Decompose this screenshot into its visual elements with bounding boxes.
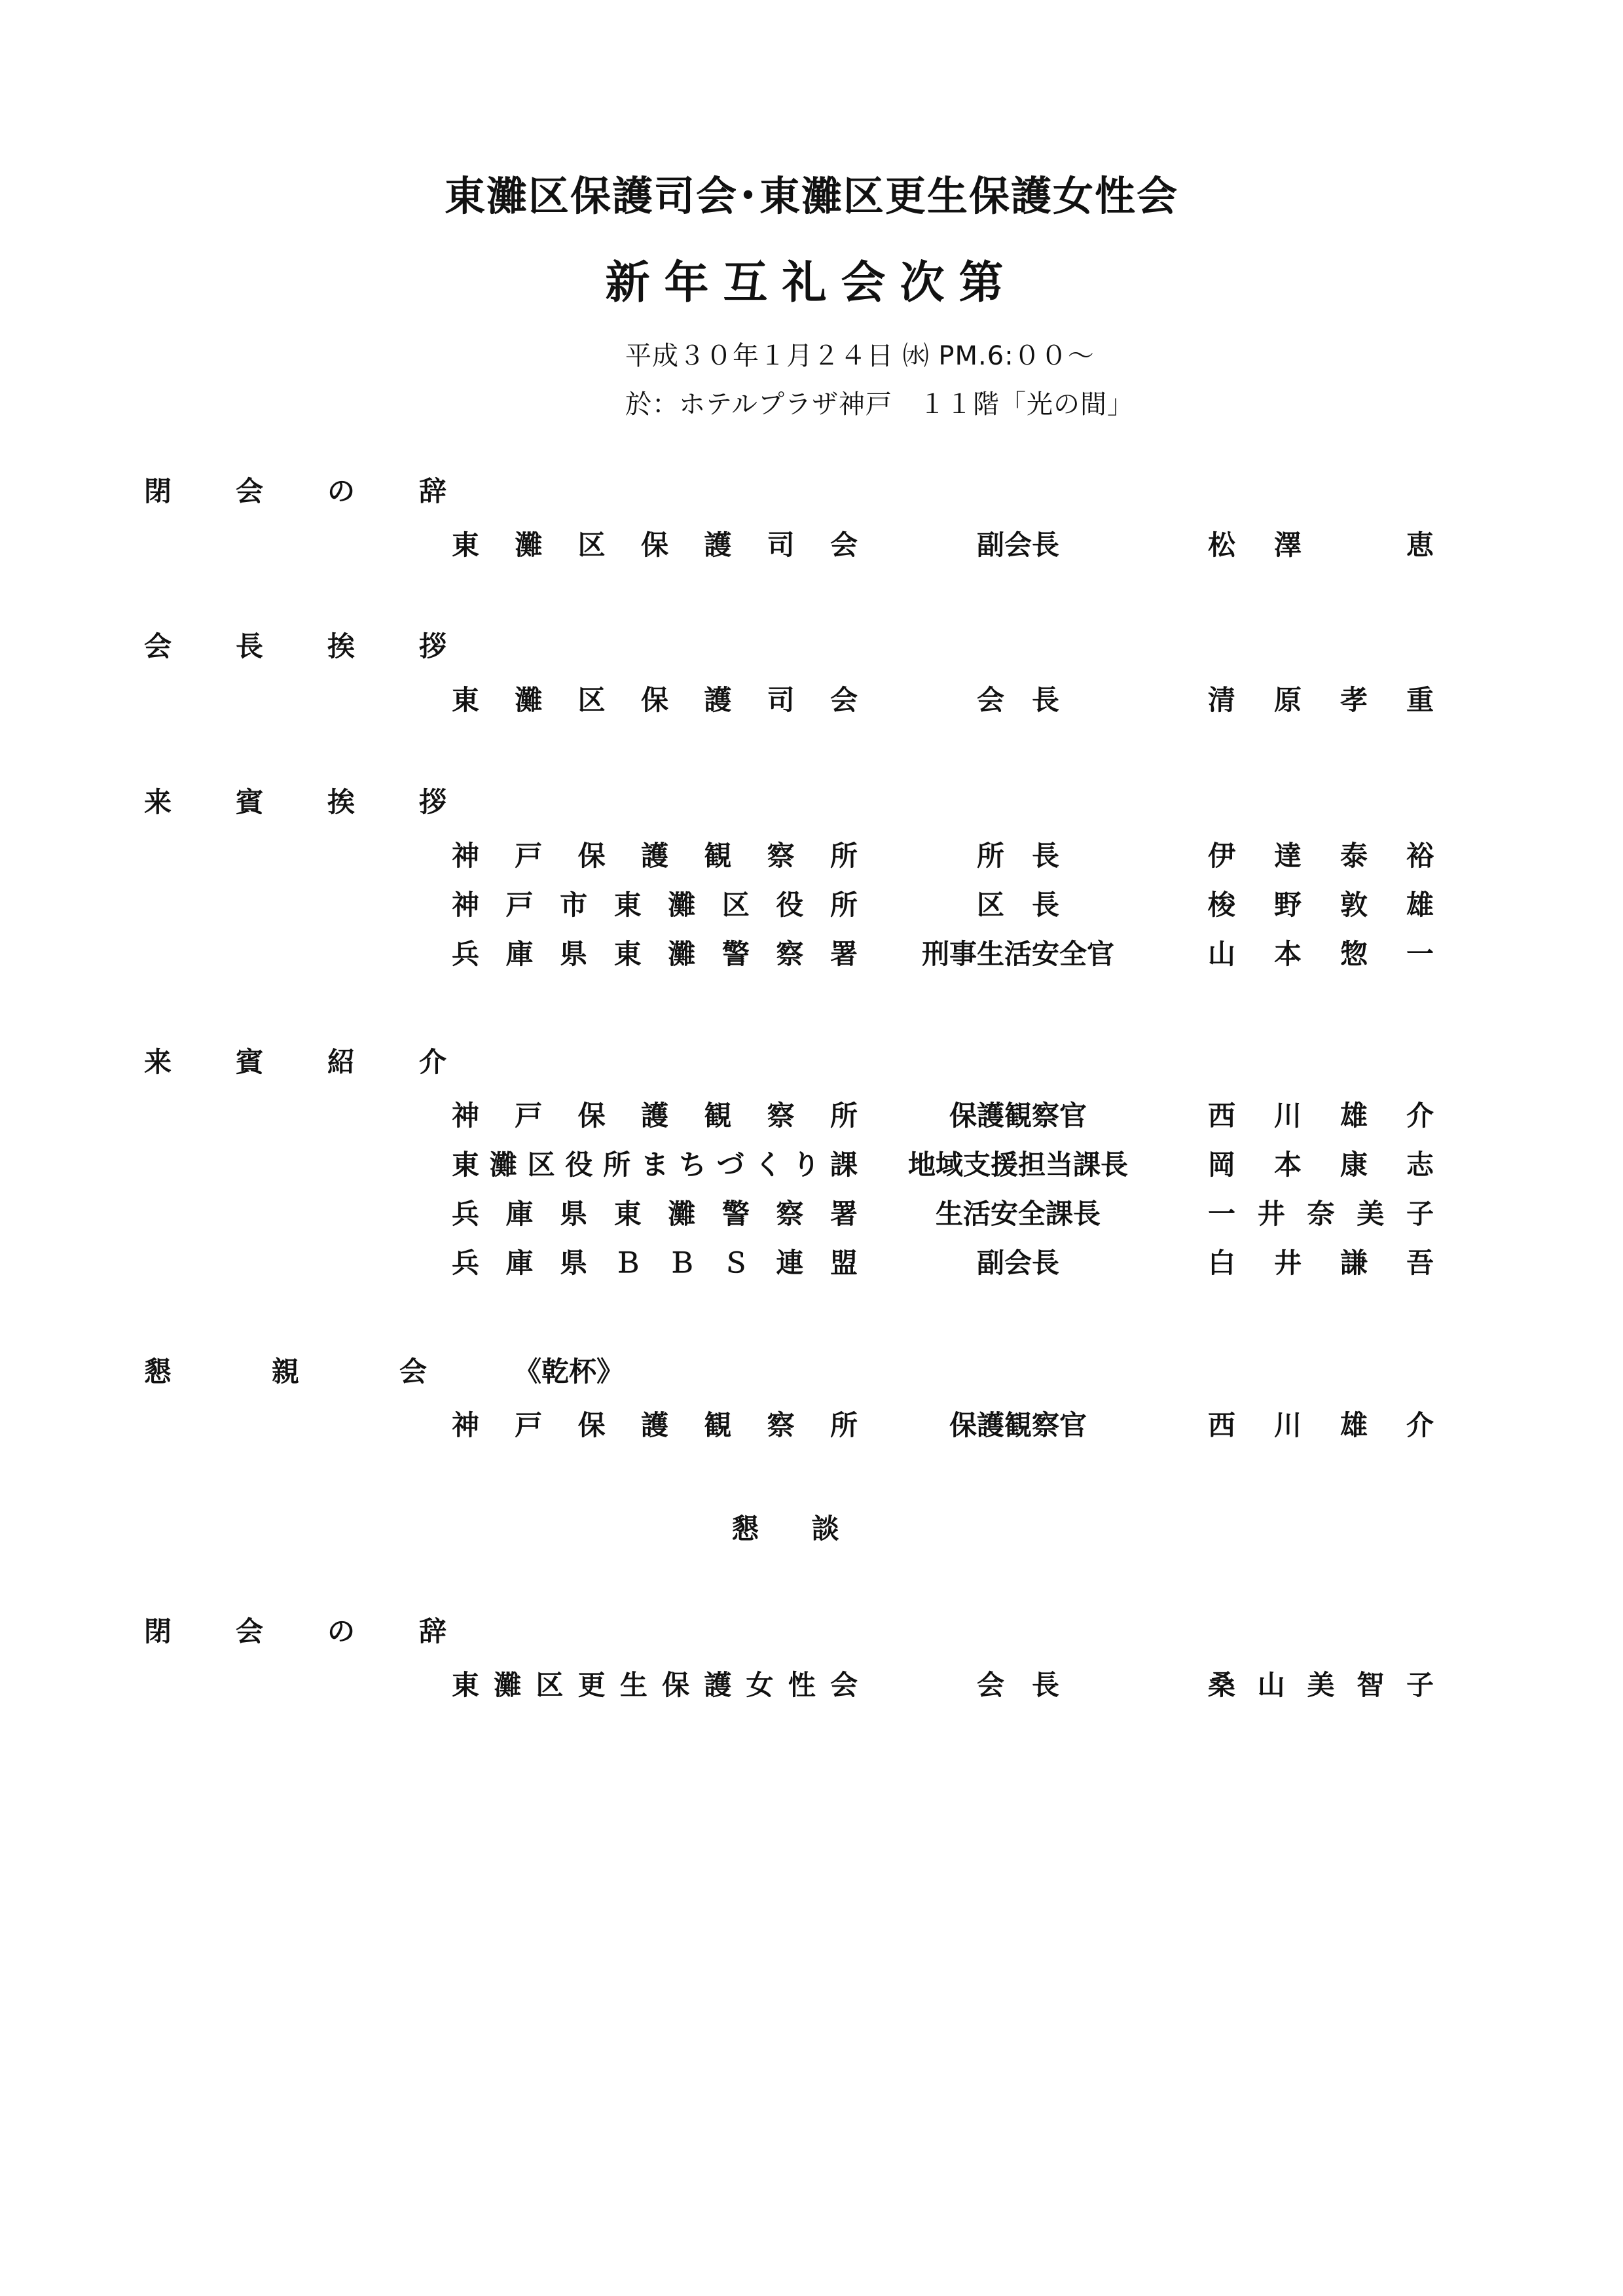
person-name-char: 桑 xyxy=(1208,1669,1236,1701)
section-heading-char: 会 xyxy=(236,1615,264,1647)
section-heading-char: 賓 xyxy=(236,1046,264,1078)
role-title: 生活安全課長 xyxy=(935,1198,1101,1230)
organization-name: 東 灘 区 更 生 保 護 女 性 会 xyxy=(452,1669,858,1701)
person-name-char: 康 xyxy=(1340,1149,1368,1181)
person-name-char: 敦 xyxy=(1340,889,1368,921)
section-heading xyxy=(144,1610,511,1649)
person-name-char: 達 xyxy=(1273,840,1302,872)
section-heading-char: 閉 xyxy=(144,1615,172,1647)
program-row xyxy=(0,1242,1623,1278)
section-heading-char: 来 xyxy=(144,786,172,818)
person-name xyxy=(1208,884,1434,923)
person-name xyxy=(1208,834,1434,874)
role-title: 所 長 xyxy=(976,840,1059,872)
event-venue: 於：ホテルプラザ神戸 １１階「光の間」 xyxy=(625,389,1134,420)
organization-name: 神 戸 市 東 灘 区 役 所 xyxy=(452,889,858,921)
section-heading-char: 挨 xyxy=(327,630,356,662)
person-name xyxy=(1208,679,1434,718)
person-name-char: 智 xyxy=(1357,1669,1385,1701)
program-row xyxy=(0,1143,1623,1180)
section-heading-char: 来 xyxy=(144,1046,172,1078)
person-name-char: 西 xyxy=(1208,1100,1236,1132)
person-name-char: 志 xyxy=(1406,1149,1434,1181)
section-heading-char: 会 xyxy=(399,1355,428,1388)
section-heading-note: 《乾杯》 xyxy=(514,1355,625,1388)
person-name-char: 惣 xyxy=(1340,938,1368,970)
section-heading xyxy=(144,625,511,664)
person-name-char: 介 xyxy=(1406,1100,1434,1132)
section-center-text: 懇談 xyxy=(731,1513,892,1545)
person-name-char: 山 xyxy=(1208,938,1236,970)
person-name-char: 川 xyxy=(1273,1409,1302,1441)
person-name-char: 松 xyxy=(1208,529,1236,561)
person-name-char: 孝 xyxy=(1340,684,1368,716)
organization-name: 兵 庫 県 東 灘 警 察 署 xyxy=(452,938,858,970)
person-name-char: 梭 xyxy=(1208,889,1236,921)
organization-name: 東 灘 区 保 護 司 会 xyxy=(452,684,858,716)
person-name-char: 澤 xyxy=(1273,529,1302,561)
section-heading-char: 拶 xyxy=(419,786,447,818)
person-name xyxy=(1208,1242,1434,1281)
person-name-char: 謙 xyxy=(1340,1247,1368,1279)
program-row xyxy=(0,834,1623,871)
role-title: 会 長 xyxy=(976,1669,1059,1701)
event-date: 平成３０年１月２４日 ㈬ PM.6:００～ xyxy=(625,341,1095,371)
role-title: 保護観察官 xyxy=(949,1100,1087,1132)
person-name-char: 山 xyxy=(1257,1669,1285,1701)
program-row xyxy=(0,524,1623,560)
role-title: 副会長 xyxy=(976,1247,1059,1279)
section-heading xyxy=(144,1041,511,1080)
person-name-char: 泰 xyxy=(1340,840,1368,872)
section-heading-char: 会 xyxy=(144,630,172,662)
person-name-char: 西 xyxy=(1208,1409,1236,1441)
person-name-char: 井 xyxy=(1257,1198,1285,1230)
person-name-char: 吾 xyxy=(1406,1247,1434,1279)
organization-name: 神 戸 保 護 観 察 所 xyxy=(452,1100,858,1132)
person-name-char: 子 xyxy=(1406,1198,1434,1230)
person-name-char: 子 xyxy=(1406,1669,1434,1701)
section-heading-char: 挨 xyxy=(327,786,356,818)
person-name xyxy=(1208,524,1434,563)
section-heading xyxy=(144,781,511,820)
program-row xyxy=(0,933,1623,969)
section-heading-char: 会 xyxy=(236,475,264,507)
person-name-char: 清 xyxy=(1208,684,1236,716)
organization-name: 神 戸 保 護 観 察 所 xyxy=(452,840,858,872)
person-name-char: 裕 xyxy=(1406,840,1434,872)
section-heading-char: 辞 xyxy=(419,1615,447,1647)
organization-name: 東 灘 区 役 所 ま ち づ く り 課 xyxy=(452,1149,858,1181)
program-row xyxy=(0,679,1623,715)
role-title: 区 長 xyxy=(976,889,1059,921)
section-heading-char: 親 xyxy=(272,1355,300,1388)
person-name-char: 美 xyxy=(1307,1669,1335,1701)
role-title: 地域支援担当課長 xyxy=(907,1149,1128,1181)
section-heading-char: 拶 xyxy=(419,630,447,662)
section-heading-char: 介 xyxy=(419,1046,447,1078)
person-name-char: 雄 xyxy=(1340,1100,1368,1132)
person-name xyxy=(1208,1094,1434,1134)
person-name-char xyxy=(1340,524,1368,563)
organization-name: 兵 庫 県 東 灘 警 察 署 xyxy=(452,1198,858,1230)
role-title: 刑事生活安全官 xyxy=(921,938,1114,970)
person-name-char: 井 xyxy=(1273,1247,1302,1279)
program-row xyxy=(0,1404,1623,1441)
person-name-char: 本 xyxy=(1273,938,1302,970)
section-heading-char: 紹 xyxy=(327,1046,356,1078)
section-heading-char: 長 xyxy=(236,630,264,662)
person-name-char: 介 xyxy=(1406,1409,1434,1441)
person-name xyxy=(1208,933,1434,972)
person-name-char: 美 xyxy=(1357,1198,1385,1230)
program-row xyxy=(0,1664,1623,1700)
person-name-char: 一 xyxy=(1208,1198,1236,1230)
program-row xyxy=(0,1193,1623,1229)
person-name xyxy=(1208,1404,1434,1443)
section-heading-char: の xyxy=(327,475,356,507)
person-name-char: 一 xyxy=(1406,938,1434,970)
person-name-char: 伊 xyxy=(1208,840,1236,872)
section-heading-char: 賓 xyxy=(236,786,264,818)
section-heading-char: 懇 xyxy=(144,1355,172,1388)
program-row xyxy=(0,1094,1623,1131)
person-name-char: 重 xyxy=(1406,684,1434,716)
section-heading-char: 閉 xyxy=(144,475,172,507)
section-heading xyxy=(144,1350,624,1390)
person-name-char: 川 xyxy=(1273,1100,1302,1132)
person-name-char: 恵 xyxy=(1406,529,1434,561)
person-name-char: 雄 xyxy=(1406,889,1434,921)
section-heading-char: 辞 xyxy=(419,475,447,507)
person-name-char: 白 xyxy=(1208,1247,1236,1279)
person-name-char: 岡 xyxy=(1208,1149,1236,1181)
person-name-char: 本 xyxy=(1273,1149,1302,1181)
role-title: 会 長 xyxy=(976,684,1059,716)
person-name-char: 雄 xyxy=(1340,1409,1368,1441)
section-heading xyxy=(144,470,511,509)
organization-name: 東 灘 区 保 護 司 会 xyxy=(452,529,858,561)
role-title: 副会長 xyxy=(976,529,1059,561)
program-row xyxy=(0,884,1623,920)
person-name-char: 奈 xyxy=(1307,1198,1335,1230)
person-name xyxy=(1208,1664,1434,1703)
organization-name: 兵 庫 県 Ｂ Ｂ Ｓ 連 盟 xyxy=(452,1247,858,1279)
person-name xyxy=(1208,1193,1434,1232)
document-subtitle: 新年互礼会次第 xyxy=(605,257,1018,309)
person-name-char: 原 xyxy=(1273,684,1302,716)
person-name xyxy=(1208,1143,1434,1183)
document-title: 東灘区保護司会･東灘区更生保護女性会 xyxy=(444,172,1178,220)
role-title: 保護観察官 xyxy=(949,1409,1087,1441)
organization-name: 神 戸 保 護 観 察 所 xyxy=(452,1409,858,1441)
person-name-char: 野 xyxy=(1273,889,1302,921)
section-heading-char: の xyxy=(327,1615,356,1647)
